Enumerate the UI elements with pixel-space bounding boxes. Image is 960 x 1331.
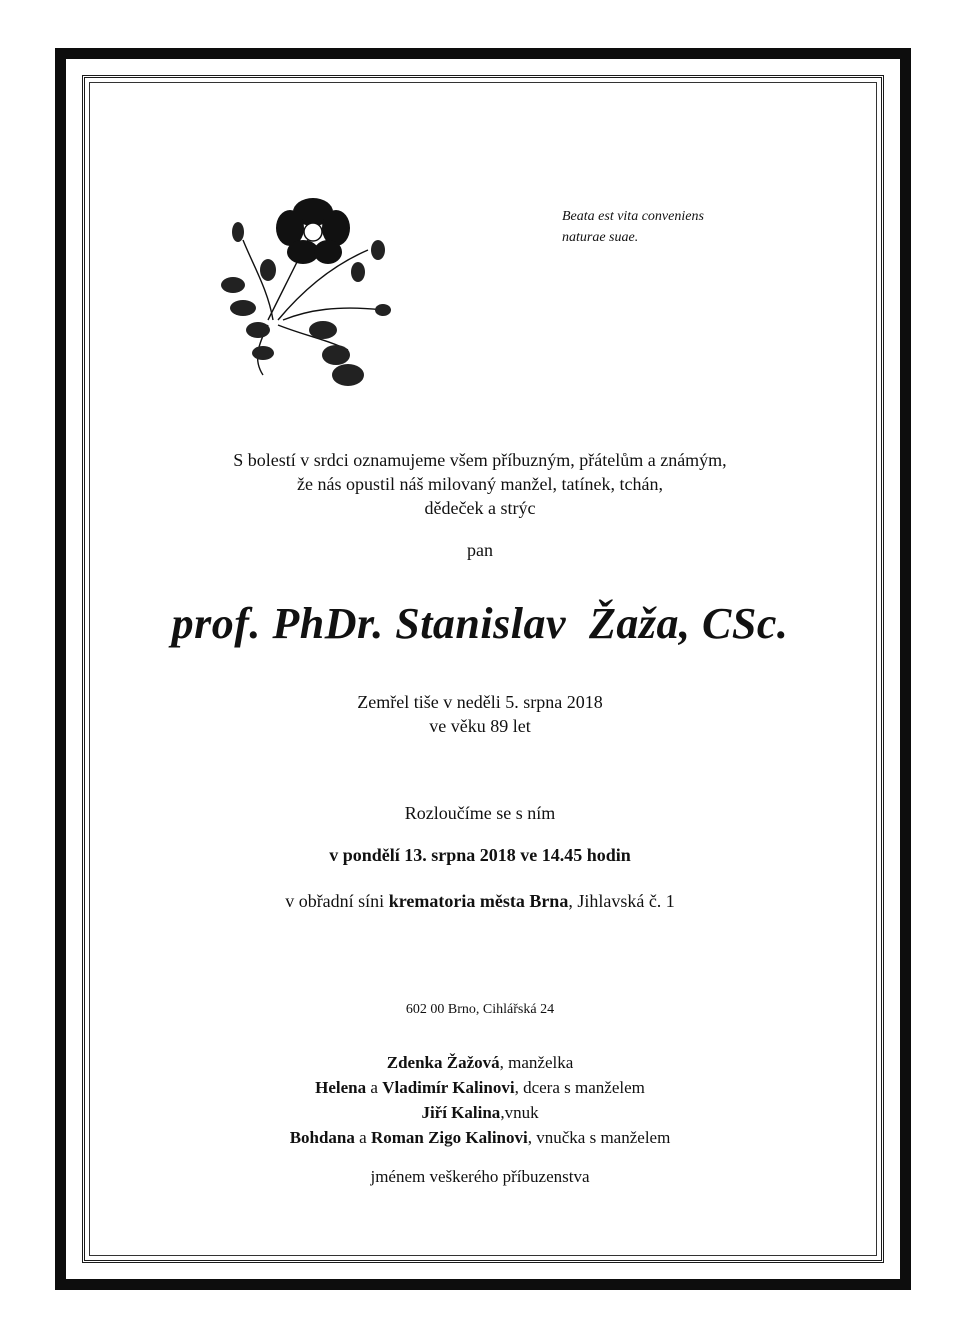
mourner-names: Helena bbox=[315, 1078, 367, 1097]
mourner-and: a bbox=[354, 1128, 371, 1147]
ceremony-place bbox=[0, 891, 960, 912]
family-note: jménem veškerého příbuzenstva bbox=[370, 1167, 590, 1186]
age: ve věku 89 let bbox=[429, 716, 531, 736]
family-address: 602 00 Brno, Cihlářská 24 bbox=[405, 1002, 555, 1017]
mourner-row bbox=[0, 1050, 960, 1075]
intro-line-3: dědeček a strýc bbox=[424, 498, 536, 518]
mourner-names: Jiří Kalina bbox=[421, 1103, 501, 1122]
mourner-relation: ,vnuk bbox=[500, 1103, 539, 1122]
mourner-names: Roman Zigo Kalinovi bbox=[370, 1128, 528, 1147]
deceased-name: prof. PhDr. Stanislav Žaža, CSc. bbox=[171, 599, 789, 648]
mourner-and: a bbox=[366, 1078, 383, 1097]
ceremony-date: v pondělí 13. srpna 2018 ve 14.45 hodin bbox=[329, 845, 631, 865]
mourners-list bbox=[0, 1050, 960, 1150]
place-suffix: , Jihlavská č. 1 bbox=[568, 891, 675, 911]
farewell-text: Rozloučíme se s ním bbox=[404, 803, 556, 823]
death-date: Zemřel tiše v neděli 5. srpna 2018 bbox=[357, 692, 603, 712]
mourner-row bbox=[0, 1100, 960, 1125]
announcement-intro bbox=[0, 448, 960, 520]
mourner-row bbox=[0, 1075, 960, 1100]
mourner-names: Vladimír Kalinovi bbox=[382, 1078, 515, 1097]
wild-rose-illustration bbox=[208, 170, 413, 395]
mourner-relation: , manželka bbox=[499, 1053, 574, 1072]
motto-line-1: Beata est vita conveniens bbox=[562, 209, 704, 224]
mourner-names: Zdenka Žažová bbox=[386, 1053, 500, 1072]
motto-line-2: naturae suae. bbox=[562, 230, 639, 245]
mourner-row bbox=[0, 1125, 960, 1150]
salutation: pan bbox=[467, 540, 493, 560]
mourner-relation: , vnučka s manželem bbox=[527, 1128, 671, 1147]
death-info bbox=[0, 690, 960, 738]
place-prefix: v obřadní síni bbox=[285, 891, 389, 911]
intro-line-1: S bolestí v srdci oznamujeme všem příbuzným, přátelům a známým, bbox=[233, 450, 727, 470]
place-name: krematoria města Brna bbox=[388, 891, 569, 911]
latin-motto bbox=[562, 206, 704, 248]
intro-line-2: že nás opustil náš milovaný manžel, tatínek, tchán, bbox=[297, 474, 663, 494]
mourner-names: Bohdana bbox=[289, 1128, 355, 1147]
mourner-relation: , dcera s manželem bbox=[514, 1078, 645, 1097]
